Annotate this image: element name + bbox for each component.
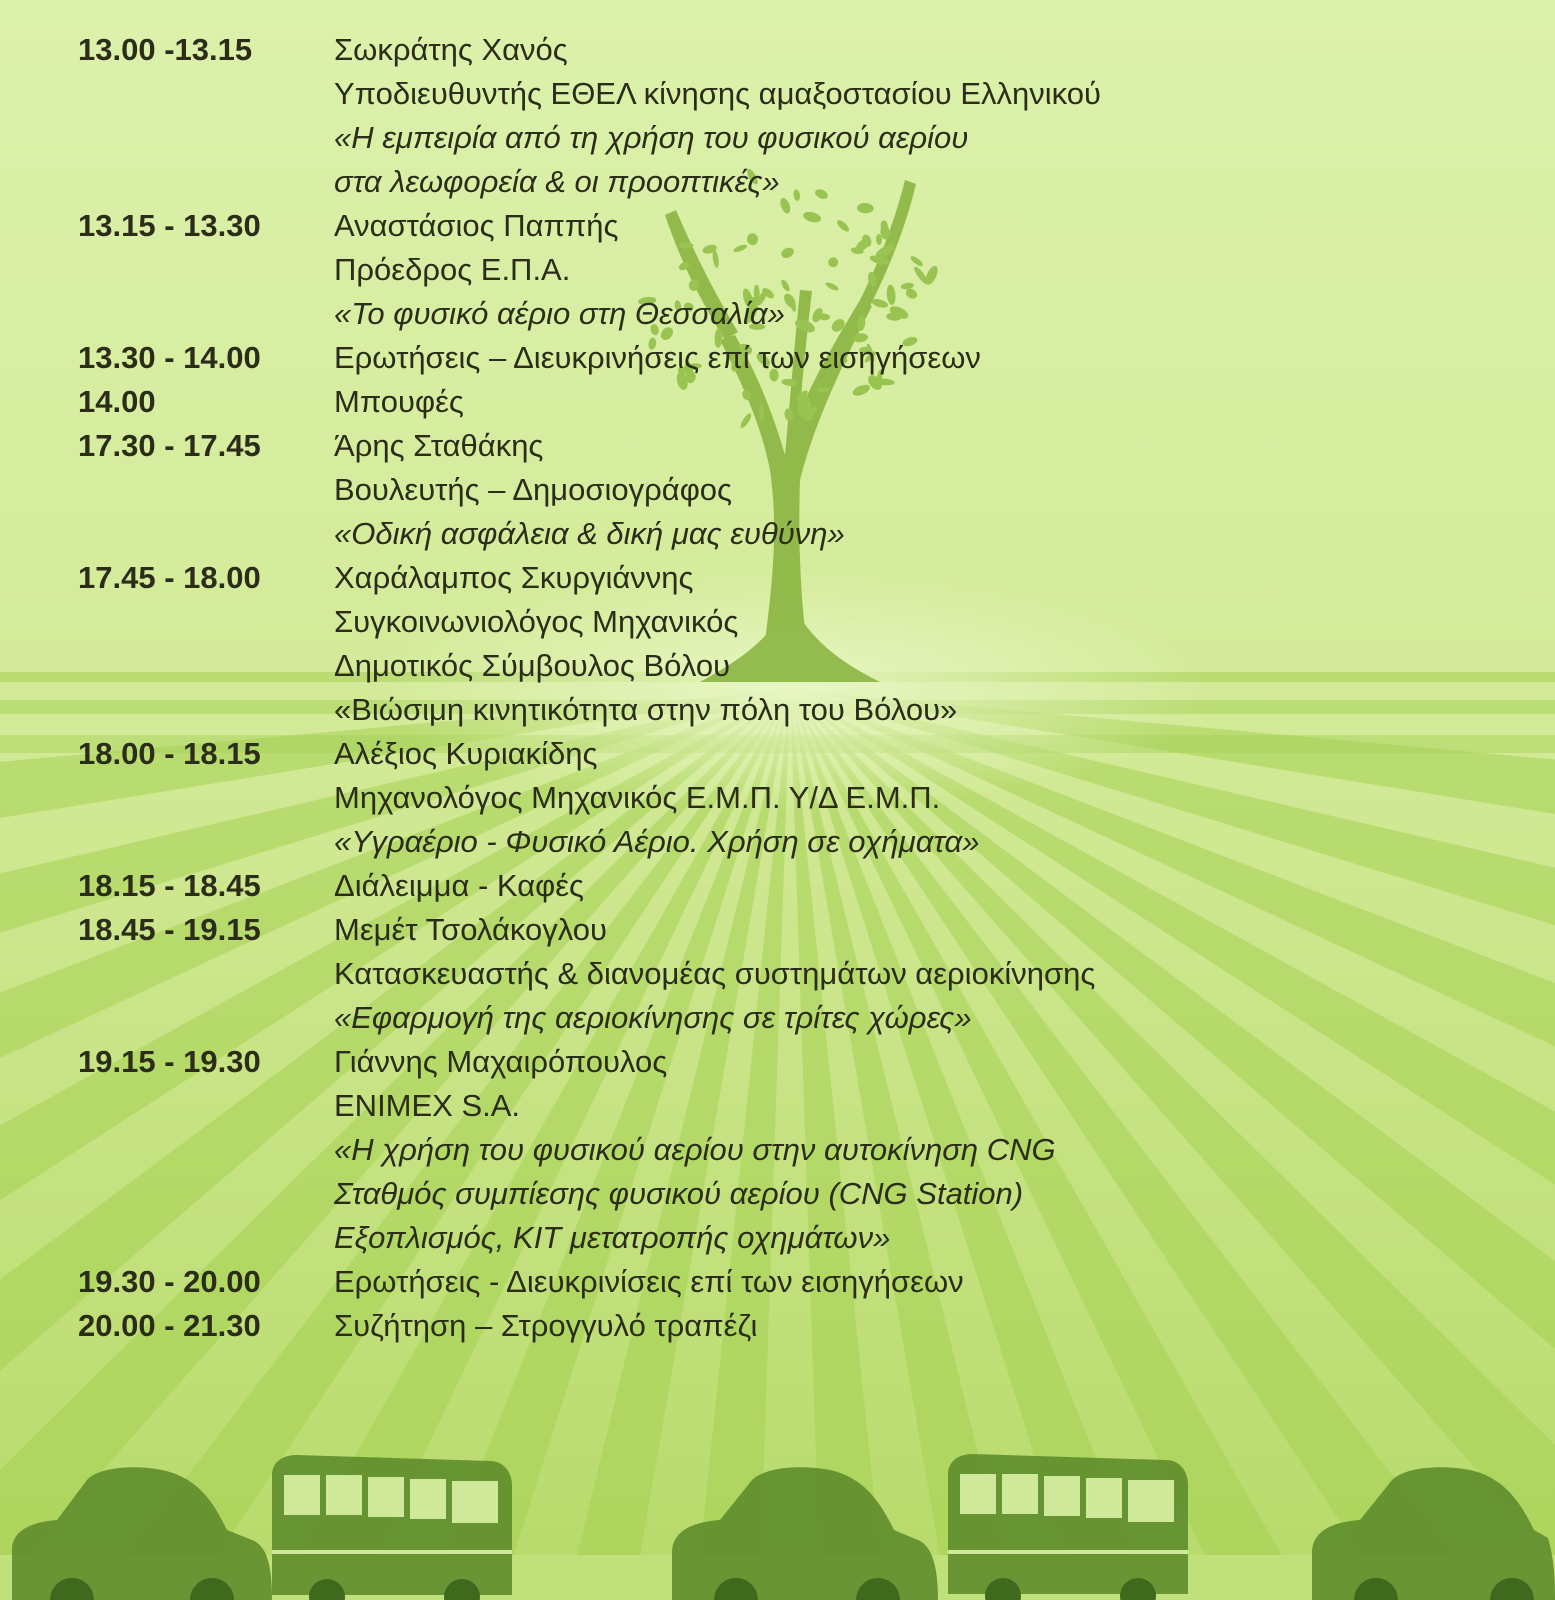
- talk-title: «Η χρήση του φυσικού αερίου στην αυτοκίνηση CNG: [334, 1132, 1056, 1167]
- schedule-time: 17.30 - 17.45: [78, 428, 261, 463]
- speaker-role: Βουλευτής – Δημοσιογράφος: [334, 472, 732, 507]
- schedule-entry: [0, 908, 1555, 1040]
- schedule-entry: [0, 1040, 1555, 1260]
- schedule-details: [292, 380, 1555, 424]
- schedule-entry: [0, 424, 1555, 556]
- speaker-role: ENIMEX S.A.: [334, 1088, 521, 1123]
- program-schedule: [0, 28, 1555, 1348]
- schedule-time: 20.00 - 21.30: [78, 1308, 261, 1343]
- speaker-name: Άρης Σταθάκης: [334, 428, 544, 463]
- schedule-details: [292, 908, 1555, 1040]
- speaker-name: Αναστάσιος Παππής: [334, 208, 619, 243]
- schedule-entry: [0, 28, 1555, 204]
- talk-title: «Η εμπειρία από τη χρήση του φυσικού αερίου: [334, 120, 969, 155]
- schedule-time: 18.45 - 19.15: [78, 912, 261, 947]
- schedule-time: 19.30 - 20.00: [78, 1264, 261, 1299]
- schedule-details: [292, 1260, 1555, 1304]
- talk-title: στα λεωφορεία & οι προοπτικές»: [334, 164, 780, 199]
- speaker-role: Υποδιευθυντής ΕΘΕΛ κίνησης αμαξοστασίου Ελληνικού: [334, 76, 1101, 111]
- speaker-name: Μπουφές: [334, 384, 464, 419]
- schedule-details: [292, 864, 1555, 908]
- speaker-role: Κατασκευαστής & διανομέας συστημάτων αεριοκίνησης: [334, 956, 1096, 991]
- schedule-time: 13.00 -13.15: [78, 32, 253, 67]
- schedule-details: [292, 424, 1555, 556]
- schedule-entry: [0, 204, 1555, 336]
- speaker-role: Μηχανολόγος Μηχανικός Ε.Μ.Π. Υ/Δ Ε.Μ.Π.: [334, 780, 941, 815]
- schedule-details: [292, 1304, 1555, 1348]
- schedule-details: [292, 336, 1555, 380]
- speaker-name: Χαράλαμπος Σκυργιάννης: [334, 560, 694, 595]
- speaker-role: Συγκοινωνιολόγος Μηχανικός: [334, 604, 739, 639]
- speaker-role: Δημοτικός Σύμβουλος Βόλου: [334, 648, 731, 683]
- speaker-role: Πρόεδρος Ε.Π.Α.: [334, 252, 571, 287]
- talk-title: «Οδική ασφάλεια & δική μας ευθύνη»: [334, 516, 845, 551]
- schedule-entry: [0, 1260, 1555, 1304]
- talk-title: Σταθμός συμπίεσης φυσικού αερίου (CNG Station): [334, 1176, 1024, 1211]
- schedule-details: [292, 204, 1555, 336]
- speaker-name: Ερωτήσεις – Διευκρινήσεις επί των εισηγήσεων: [334, 340, 981, 375]
- speaker-name: Σωκράτης Χανός: [334, 32, 568, 67]
- speaker-name: Συζήτηση – Στρογγυλό τραπέζι: [334, 1308, 758, 1343]
- speaker-name: Γιάννης Μαχαιρόπουλος: [334, 1044, 668, 1079]
- schedule-entry: [0, 1304, 1555, 1348]
- talk-title: Εξοπλισμός, KIT μετατροπής οχημάτων»: [334, 1220, 891, 1255]
- schedule-details: [292, 28, 1555, 204]
- speaker-name: Μεμέτ Τσολάκογλου: [334, 912, 607, 947]
- schedule-time: 18.00 - 18.15: [78, 736, 261, 771]
- bus-icon: [272, 1455, 512, 1600]
- speaker-role: «Βιώσιμη κινητικότητα στην πόλη του Βόλου»: [334, 692, 958, 727]
- schedule-details: [292, 556, 1555, 732]
- schedule-entry: [0, 556, 1555, 732]
- schedule-time: 18.15 - 18.45: [78, 868, 261, 903]
- schedule-time: 13.15 - 13.30: [78, 208, 261, 243]
- schedule-time: 14.00: [78, 384, 156, 419]
- schedule-entry: [0, 864, 1555, 908]
- schedule-entry: [0, 732, 1555, 864]
- talk-title: «Εφαρμογή της αεριοκίνησης σε τρίτες χώρες»: [334, 1000, 972, 1035]
- speaker-name: Ερωτήσεις - Διευκρινίσεις επί των εισηγήσεων: [334, 1264, 964, 1299]
- speaker-name: Διάλειμμα - Καφές: [334, 868, 584, 903]
- schedule-details: [292, 1040, 1555, 1260]
- bus-icon: [948, 1454, 1188, 1600]
- schedule-entry: [0, 336, 1555, 380]
- talk-title: «Υγραέριο - Φυσικό Αέριο. Χρήση σε οχήματα»: [334, 824, 980, 859]
- schedule-time: 17.45 - 18.00: [78, 560, 261, 595]
- talk-title: «Το φυσικό αέριο στη Θεσσαλία»: [334, 296, 785, 331]
- schedule-time: 19.15 - 19.30: [78, 1044, 261, 1079]
- schedule-time: 13.30 - 14.00: [78, 340, 261, 375]
- speaker-name: Αλέξιος Κυριακίδης: [334, 736, 598, 771]
- schedule-entry: [0, 380, 1555, 424]
- schedule-details: [292, 732, 1555, 864]
